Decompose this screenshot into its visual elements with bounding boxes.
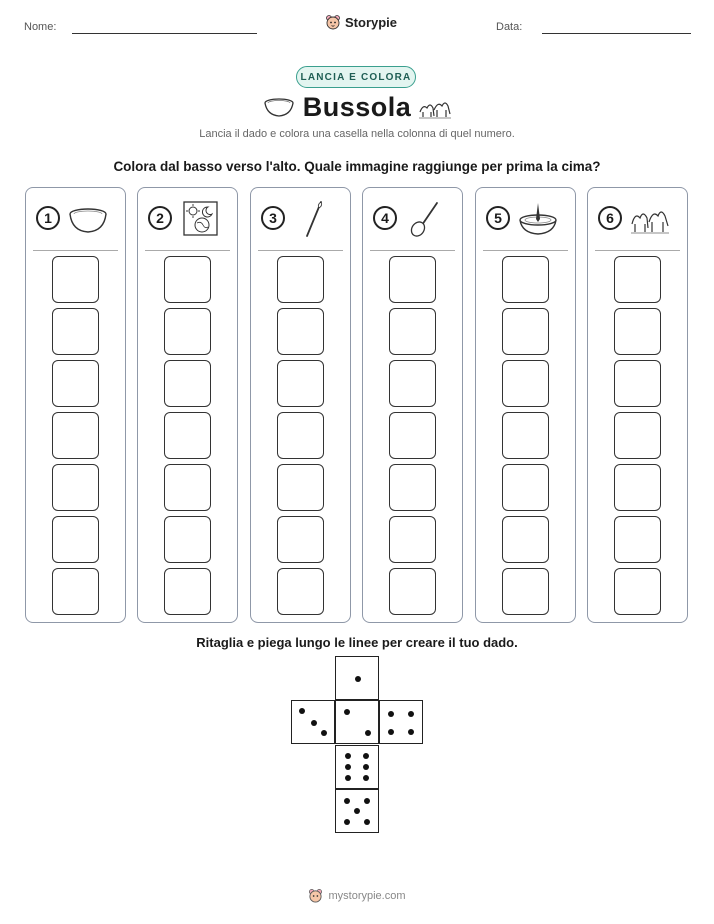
color-cell[interactable] <box>614 516 661 563</box>
name-label: Nome: <box>24 21 57 33</box>
color-cell[interactable] <box>164 516 211 563</box>
color-cell[interactable] <box>389 412 436 459</box>
color-cell[interactable] <box>502 360 549 407</box>
pip <box>364 798 370 804</box>
color-cell[interactable] <box>614 568 661 615</box>
color-cell[interactable] <box>614 256 661 303</box>
name-line <box>72 33 257 34</box>
column-number: 1 <box>36 206 60 230</box>
color-cell[interactable] <box>164 412 211 459</box>
pip <box>344 819 350 825</box>
storypie-mascot-icon <box>325 14 341 30</box>
column-number: 5 <box>486 206 510 230</box>
color-cell[interactable] <box>52 568 99 615</box>
pip <box>321 730 327 736</box>
color-cell[interactable] <box>277 464 324 511</box>
color-cell[interactable] <box>614 308 661 355</box>
color-cell[interactable] <box>502 464 549 511</box>
footer <box>0 888 714 903</box>
color-cell[interactable] <box>52 516 99 563</box>
compass-bowl-icon <box>518 200 558 238</box>
die-face-2[interactable] <box>335 700 379 744</box>
pip <box>345 753 351 759</box>
column-divider <box>483 250 568 251</box>
pip <box>365 730 371 736</box>
day-night-icon <box>180 200 220 238</box>
color-cell[interactable] <box>389 256 436 303</box>
column-5 <box>475 187 576 623</box>
pip <box>408 711 414 717</box>
color-cell[interactable] <box>389 360 436 407</box>
page-title: Bussola <box>302 92 412 122</box>
pip <box>388 711 394 717</box>
camels-icon <box>630 200 670 238</box>
column-divider <box>33 250 118 251</box>
die-face-6[interactable] <box>335 745 379 789</box>
die-instruction: Ritaglia e piega lungo le linee per creare il tuo dado. <box>196 635 518 650</box>
color-cell[interactable] <box>502 516 549 563</box>
color-cell[interactable] <box>164 308 211 355</box>
column-number: 6 <box>598 206 622 230</box>
needle-icon <box>293 200 333 238</box>
color-cell[interactable] <box>502 308 549 355</box>
column-2 <box>137 187 238 623</box>
die-face-1[interactable] <box>335 656 379 700</box>
column-divider <box>595 250 680 251</box>
pip <box>388 729 394 735</box>
color-cell[interactable] <box>277 360 324 407</box>
column-3 <box>250 187 351 623</box>
color-cell[interactable] <box>614 412 661 459</box>
color-cell[interactable] <box>277 308 324 355</box>
column-6 <box>587 187 688 623</box>
pip <box>363 753 369 759</box>
bowl-icon <box>68 200 108 238</box>
color-cell[interactable] <box>52 308 99 355</box>
spoon-icon <box>405 200 445 238</box>
color-cell[interactable] <box>389 308 436 355</box>
color-cell[interactable] <box>164 360 211 407</box>
die-face-4[interactable] <box>379 700 423 744</box>
color-cell[interactable] <box>277 256 324 303</box>
pip <box>363 764 369 770</box>
pip <box>345 775 351 781</box>
column-divider <box>258 250 343 251</box>
title-camels-icon <box>418 96 452 120</box>
color-cell[interactable] <box>389 568 436 615</box>
column-1 <box>25 187 126 623</box>
pip <box>354 808 360 814</box>
pip <box>344 709 350 715</box>
color-cell[interactable] <box>502 568 549 615</box>
color-cell[interactable] <box>164 568 211 615</box>
date-label: Data: <box>496 21 523 33</box>
activity-badge: LANCIA E COLORA <box>296 66 416 88</box>
pip <box>299 708 305 714</box>
column-divider <box>145 250 230 251</box>
column-4 <box>362 187 463 623</box>
page-subtitle: Lancia il dado e colora una casella nella colonna di quel numero. <box>199 128 515 140</box>
color-cell[interactable] <box>277 516 324 563</box>
color-cell[interactable] <box>164 256 211 303</box>
date-line <box>542 33 691 34</box>
color-cell[interactable] <box>52 464 99 511</box>
pip <box>344 798 350 804</box>
color-cell[interactable] <box>277 568 324 615</box>
color-cell[interactable] <box>164 464 211 511</box>
pip <box>364 819 370 825</box>
color-cell[interactable] <box>502 412 549 459</box>
column-number: 2 <box>148 206 172 230</box>
color-cell[interactable] <box>389 516 436 563</box>
color-cell[interactable] <box>52 360 99 407</box>
question-text: Colora dal basso verso l'alto. Quale immagine raggiunge per prima la cima? <box>113 159 601 174</box>
brand-name: Storypie <box>345 14 398 30</box>
color-cell[interactable] <box>614 360 661 407</box>
pip <box>311 720 317 726</box>
column-divider <box>370 250 455 251</box>
column-number: 4 <box>373 206 397 230</box>
color-cell[interactable] <box>614 464 661 511</box>
pip <box>363 775 369 781</box>
column-number: 3 <box>261 206 285 230</box>
pip <box>355 676 361 682</box>
footer-url[interactable]: mystorypie.com <box>328 889 406 902</box>
color-cell[interactable] <box>52 256 99 303</box>
color-cell[interactable] <box>52 412 99 459</box>
die-face-5[interactable] <box>335 789 379 833</box>
pip <box>345 764 351 770</box>
color-cell[interactable] <box>389 464 436 511</box>
color-cell[interactable] <box>277 412 324 459</box>
storypie-mascot-icon <box>308 888 323 903</box>
die-face-3[interactable] <box>291 700 335 744</box>
pip <box>408 729 414 735</box>
brand-logo <box>325 14 397 30</box>
color-cell[interactable] <box>502 256 549 303</box>
